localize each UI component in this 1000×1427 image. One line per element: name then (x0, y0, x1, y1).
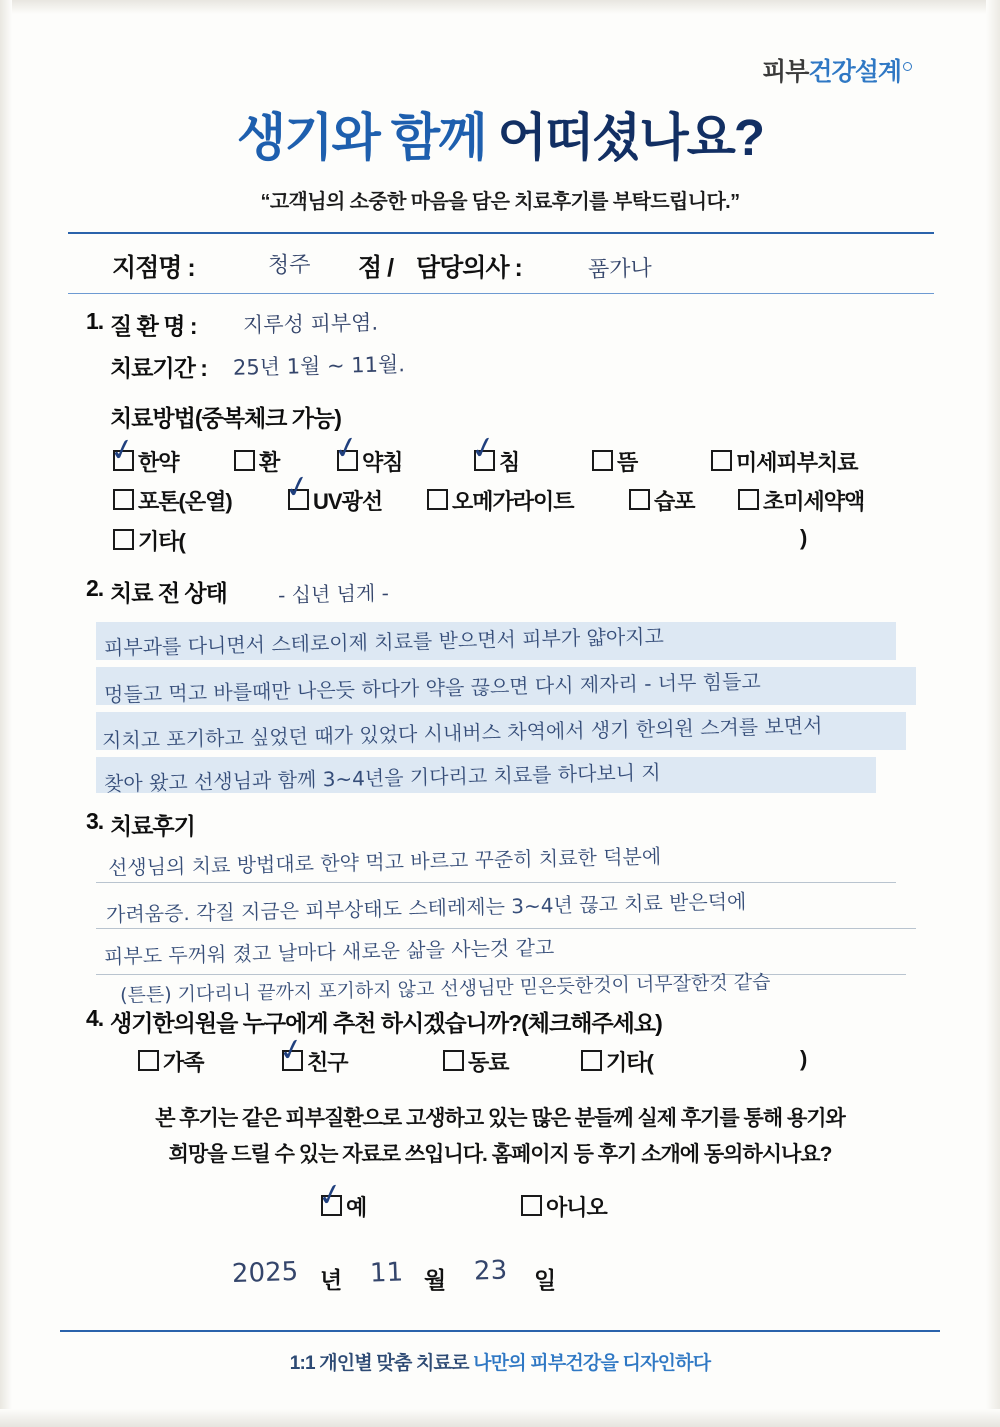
checkbox-choomise[interactable] (738, 489, 759, 510)
check-mark-consent-yes: ✓ (314, 1175, 347, 1216)
date-year-value: 2025 (231, 1256, 299, 1290)
q3-answer-line-2: 가려움증. 각질 지금은 피부상태도 스테레제는 3~4년 끊고 치료 받은덕에 (105, 889, 747, 927)
label-family: 가족 (163, 1050, 204, 1075)
q1-disease-value: 지루성 피부염. (242, 310, 379, 338)
checkbox-friend[interactable] (282, 1050, 303, 1071)
consent-line-1: 본 후기는 같은 피부질환으로 고생하고 있는 많은 분들께 실제 후기를 통해 용기와 (155, 1107, 845, 1130)
brand-logo (762, 52, 912, 88)
label-photon: 포톤(온열) (138, 489, 232, 514)
brand-text-primary: 피부 (762, 58, 809, 86)
checkbox-chim[interactable] (474, 450, 495, 471)
check-mark-yakchim: ✓ (330, 428, 363, 469)
label-chim: 침 (499, 450, 520, 475)
footer-slogan-suffix: 나만의 피부건강을 디자인하다 (473, 1353, 711, 1374)
checkbox-tteum[interactable] (592, 450, 613, 471)
footer-slogan (0, 1348, 1000, 1375)
label-colleague: 동료 (468, 1050, 509, 1075)
label-friend: 친구 (307, 1050, 348, 1075)
checkbox-hwan[interactable] (234, 450, 255, 471)
checkbox-omega[interactable] (427, 489, 448, 510)
paper-edge-bottom (0, 1409, 1000, 1427)
q1-period-value: 25년 1월 ~ 11월. (232, 352, 406, 380)
page-title-part1: 생기와 함께 (236, 109, 498, 166)
label-consent-no: 아니오 (546, 1195, 607, 1220)
branch-value: 청주 (267, 252, 311, 279)
date-day-value: 23 (473, 1255, 508, 1287)
q3-answer-line-1: 선생님의 치료 방법대로 한약 먹고 바르고 꾸준히 치료한 덕분에 (107, 844, 662, 880)
label-choomise: 초미세약액 (763, 489, 865, 514)
checkbox-etc-method[interactable] (113, 529, 134, 550)
checkbox-consent-yes[interactable] (321, 1195, 342, 1216)
label-etc-method-close: ) (800, 525, 807, 550)
check-mark-friend: ✓ (275, 1030, 308, 1071)
q2-title: 치료 전 상태 (110, 580, 227, 606)
check-mark-uv: ✓ (281, 467, 314, 508)
date-year-label: 년 (320, 1267, 342, 1293)
label-consent-yes: 예 (346, 1195, 367, 1220)
label-hwan: 환 (259, 450, 280, 475)
q3-number: 3. (86, 808, 104, 834)
date-month-label: 월 (424, 1267, 446, 1293)
divider-branch-bottom (68, 293, 934, 294)
consent-line-2: 희망을 드릴 수 있는 자료로 쓰입니다. 홈페이지 등 후기 소개에 동의하시나요? (168, 1143, 832, 1166)
q3-answer-line-3: 피부도 두꺼워 졌고 날마다 새로운 삶을 사는것 같고 (103, 935, 555, 969)
label-etc-recommend-close: ) (800, 1046, 807, 1071)
label-tteum: 뜸 (617, 450, 638, 475)
q3-writing-line-1 (96, 882, 896, 883)
paper-edge-right (986, 0, 1000, 1427)
q2-number: 2. (86, 575, 104, 601)
q4-number: 4. (86, 1005, 104, 1031)
divider-top (68, 232, 934, 234)
checkbox-hanyak[interactable] (113, 450, 134, 471)
checkbox-miseh[interactable] (711, 450, 732, 471)
brand-dot-icon (903, 62, 912, 71)
checkbox-photon[interactable] (113, 489, 134, 510)
q2-answer-line-3: 지치고 포기하고 싶었던 때가 있었다 시내버스 차역에서 생기 한의원 스겨를 보면서 (101, 713, 823, 753)
q3-answer-line-4: (튼튼) 기다리니 끝까지 포기하지 않고 선생님만 믿은듯한것이 너무잘한것 같습 (119, 971, 771, 1007)
page-title-part2: 어떠셨나요? (497, 109, 764, 166)
q4-title: 생기한의원을 누구에게 추천 하시겠습니까?(체크해주세요) (110, 1010, 662, 1036)
q2-answer-line-1: 피부과를 다니면서 스테로이제 치료를 받으면서 피부가 얇아지고 (103, 624, 665, 660)
checkbox-consent-no[interactable] (521, 1195, 542, 1216)
checkbox-yakchim[interactable] (337, 450, 358, 471)
label-seuppo: 습포 (654, 489, 695, 514)
q2-answer-line-2: 멍들고 먹고 바를때만 나은듯 하다가 약을 끊으면 다시 제자리 - 너무 힘들고 (103, 669, 761, 707)
date-day-label: 일 (534, 1267, 556, 1293)
q1-method-label: 치료방법(중복체크 가능) (110, 405, 341, 431)
q2-note: - 십년 넘게 - (277, 580, 390, 608)
label-omega: 오메가라이트 (452, 489, 574, 514)
check-mark-hanyak: ✓ (106, 430, 139, 471)
brand-text-secondary: 건강설계 (808, 58, 901, 86)
checkbox-uv[interactable] (288, 489, 309, 510)
paper-edge-left (0, 0, 12, 1427)
q1-number: 1. (86, 308, 104, 334)
divider-footer (60, 1330, 940, 1332)
branch-label: 지점명 : (112, 254, 195, 282)
checkbox-etc-recommend[interactable] (581, 1050, 602, 1071)
check-mark-chim: ✓ (467, 428, 500, 469)
point-label: 점 / (358, 254, 394, 282)
label-etc-method: 기타( (138, 529, 185, 554)
label-uv: UV광선 (313, 489, 383, 514)
doctor-value: 품가나 (587, 256, 653, 283)
date-month-value: 11 (369, 1257, 404, 1289)
checkbox-seuppo[interactable] (629, 489, 650, 510)
q1-disease-label: 질 환 명 : (110, 313, 197, 339)
label-hanyak: 한약 (138, 450, 179, 475)
page-title (0, 96, 1000, 170)
paper-edge-top (0, 0, 1000, 14)
label-yakchim: 약침 (362, 450, 403, 475)
q1-period-label: 치료기간 : (110, 355, 207, 381)
q3-title: 치료후기 (110, 813, 195, 839)
checkbox-colleague[interactable] (443, 1050, 464, 1071)
label-etc-recommend: 기타( (606, 1050, 653, 1075)
footer-slogan-prefix: 1:1 개인별 맞춤 치료로 (289, 1353, 474, 1374)
q3-writing-line-2 (96, 928, 916, 929)
doctor-label: 담당의사 : (416, 254, 522, 282)
page-subtitle: “고객님의 소중한 마음을 담은 치료후기를 부탁드립니다.” (260, 191, 740, 213)
checkbox-family[interactable] (138, 1050, 159, 1071)
q2-answer-line-4: 찾아 왔고 선생님과 함께 3~4년을 기다리고 치료를 하다보니 지 (103, 760, 661, 796)
label-miseh: 미세피부치료 (736, 450, 858, 475)
